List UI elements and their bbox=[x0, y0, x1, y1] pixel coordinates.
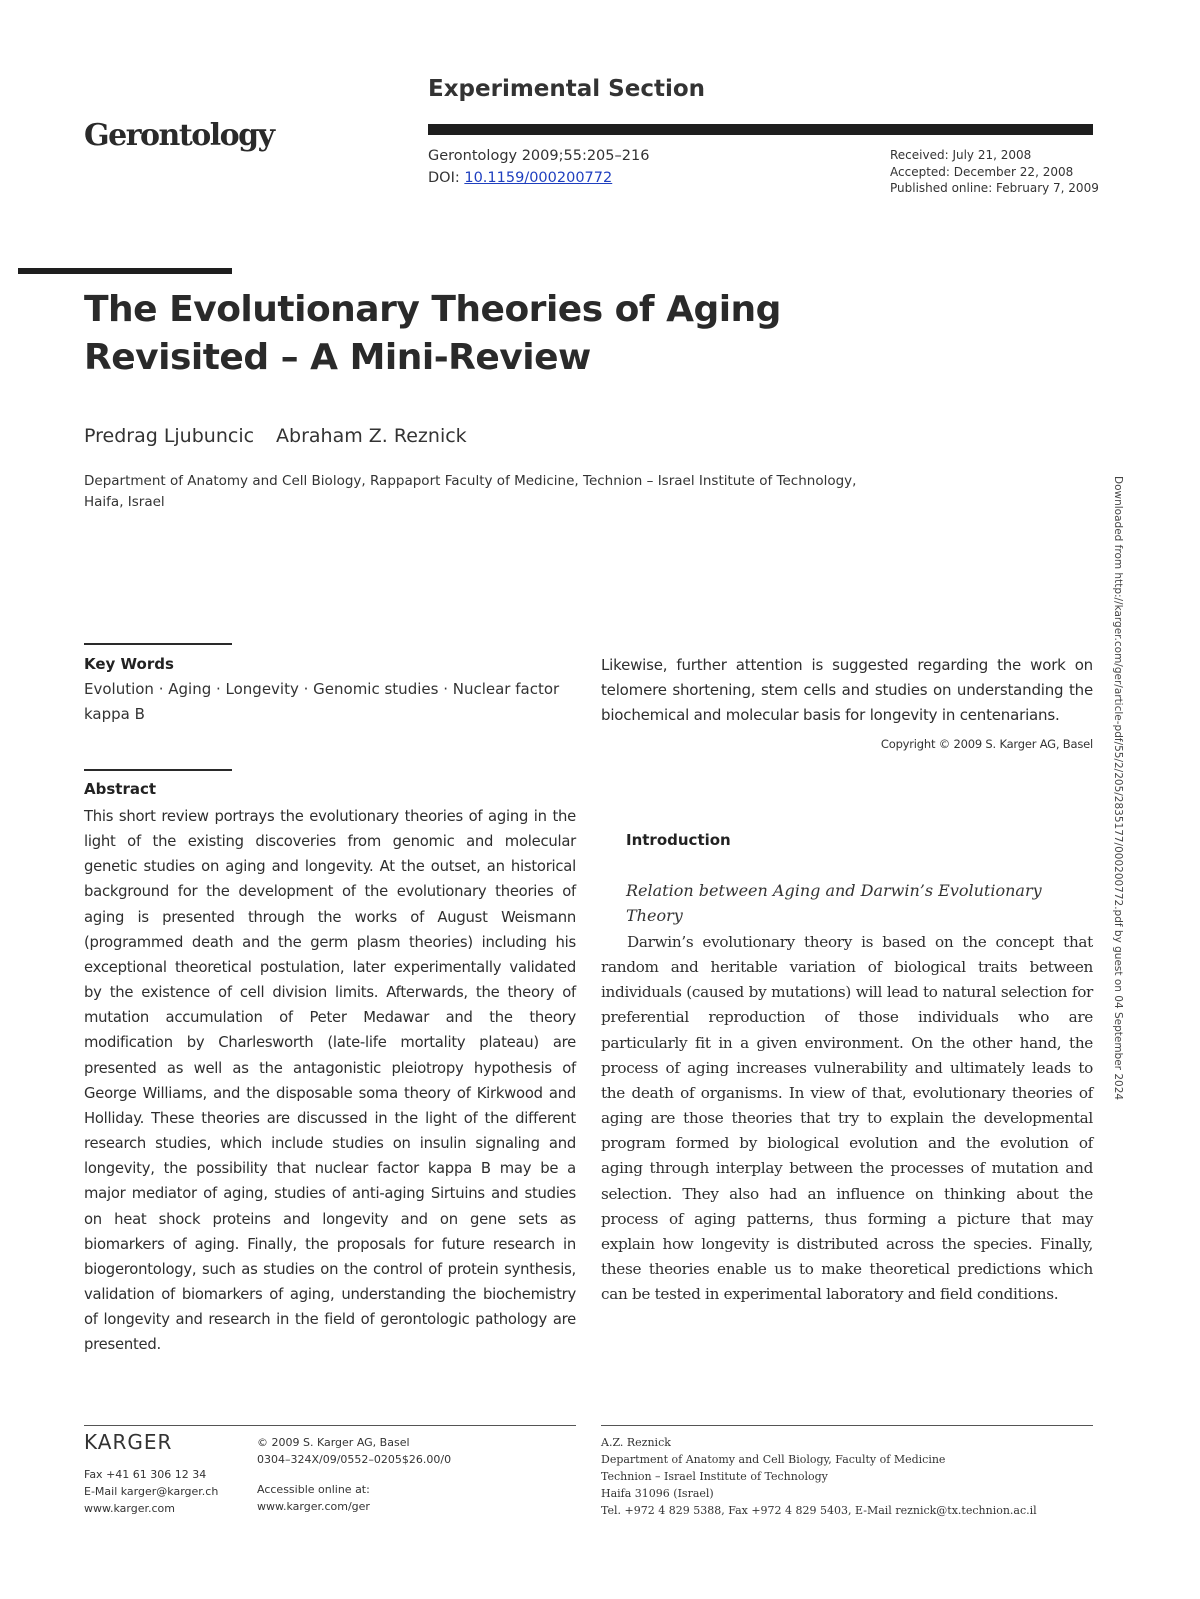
section-label: Experimental Section bbox=[428, 76, 706, 102]
issn-line: 0304–324X/09/0552–0205$26.00/0 bbox=[257, 1453, 452, 1466]
doi-line bbox=[428, 167, 649, 189]
title-line-2: Revisited – A Mini-Review bbox=[84, 337, 591, 378]
author-name: Abraham Z. Reznick bbox=[276, 425, 467, 447]
introduction-body bbox=[601, 930, 1093, 1307]
introduction-text: Darwin’s evolutionary theory is based on the concept that random and heritable variation of biological traits between individuals (caused by mutations) will lead to natural selection for preferential reproduction of those individuals who are particularly fit in a given environment. On the other hand, the process of aging increases vulnerability and ultimately leads to the death of organisms. In view of that, evolutionary theories of aging are those theories that try to explain the developmental program formed by biological evolution and the evolution of aging through interplay between the processes of mutation and selection. They also had an influence on thinking about the process of aging patterns, thus forming a picture that may explain how longevity is distributed across the species. Finally, these theories enable us to make theoretical predictions which can be tested in experimental laboratory and field conditions. bbox=[601, 933, 1093, 1304]
journal-logo: Gerontology bbox=[84, 118, 274, 153]
title-rule bbox=[18, 268, 232, 274]
keywords-heading: Key Words bbox=[84, 655, 174, 673]
citation-block bbox=[428, 145, 649, 189]
copyright-line: © 2009 S. Karger AG, Basel bbox=[257, 1436, 410, 1449]
title-line-1: The Evolutionary Theories of Aging bbox=[84, 289, 781, 330]
affiliation-line-2: Haifa, Israel bbox=[84, 494, 165, 510]
correspondence-block bbox=[601, 1434, 1037, 1519]
published-date: Published online: February 7, 2009 bbox=[890, 181, 1099, 195]
accepted-date: Accepted: December 22, 2008 bbox=[890, 164, 1074, 179]
keywords-rule bbox=[84, 643, 232, 645]
publisher-contact bbox=[84, 1466, 218, 1517]
article-title bbox=[84, 286, 944, 382]
keywords-list: Evolution · Aging · Longevity · Genomic studies · Nuclear factor kappa B bbox=[84, 680, 560, 723]
abstract-rule bbox=[84, 769, 232, 771]
abstract-body: This short review portrays the evolutionary theories of aging in the light of the existing discoveries from genomic and molecular genetic studies on aging and longevity. At the outset, an historical background for the development of the evolutionary theories of aging is presented through the works of August Weismann (programmed death and the germ plasm theories) including his exceptional theoretical postulation, later experimentally validated by the existence of cell division limits. Afterwards, the theory of mutation accumulation of Peter Medawar and the theory modification by Charlesworth (late-life mortality plateau) are presented as well as the antagonistic pleiotropy hypothesis of George Williams, and the disposable soma theory of Kirkwood and Holliday. These theories are discussed in the light of the different research studies, which include studies on insulin signaling and longevity, the possibility that nuclear factor kappa B may be a major mediator of aging, studies of anti-aging Sirtuins and studies on heat shock proteins and longevity and on gene sets as biomarkers of aging. Finally, the proposals for future research in biogerontology, such as studies on the control of protein synthesis, validation of biomarkers of aging, understanding the biochemistry of longevity and research in the field of gerontologic pathology are presented. bbox=[84, 808, 576, 1354]
publisher-email: E-Mail karger@karger.ch bbox=[84, 1485, 219, 1498]
received-date: Received: July 21, 2008 bbox=[890, 148, 1032, 162]
corr-institution: Technion – Israel Institute of Technology bbox=[601, 1470, 828, 1483]
introduction-heading: Introduction bbox=[626, 831, 731, 849]
header-rule bbox=[428, 124, 1093, 135]
corr-department: Department of Anatomy and Cell Biology, Faculty of Medicine bbox=[601, 1453, 946, 1466]
watermark-text: Downloaded from http://karger.com/ger/article-pdf/55/2/205/2835177/000200772.pdf by guest on 04 September 2024 bbox=[1112, 476, 1124, 1101]
affiliation bbox=[84, 471, 944, 513]
abstract-continuation bbox=[601, 653, 1093, 757]
affiliation-line-1: Department of Anatomy and Cell Biology, Rappaport Faculty of Medicine, Technion – Israel Institute of Technology, bbox=[84, 473, 857, 489]
author-list bbox=[84, 425, 467, 447]
download-watermark bbox=[1112, 476, 1128, 1100]
accessible-label: Accessible online at: bbox=[257, 1483, 370, 1496]
copyright-block bbox=[257, 1434, 451, 1515]
corr-name: A.Z. Reznick bbox=[601, 1436, 671, 1449]
publisher-logo: KARGER bbox=[84, 1430, 173, 1454]
publisher-website: www.karger.com bbox=[84, 1502, 175, 1515]
article-dates bbox=[890, 147, 1099, 197]
corr-contact: Tel. +972 4 829 5388, Fax +972 4 829 5403, E-Mail reznick@tx.technion.ac.il bbox=[601, 1504, 1037, 1517]
corr-city: Haifa 31096 (Israel) bbox=[601, 1487, 714, 1500]
doi-link[interactable]: 10.1159/000200772 bbox=[464, 170, 613, 186]
introduction-subheading: Relation between Aging and Darwin’s Evolutionary Theory bbox=[626, 881, 1042, 925]
accessible-url[interactable]: www.karger.com/ger bbox=[257, 1500, 370, 1513]
abstract-continuation-text: Likewise, further attention is suggested regarding the work on telomere shortening, stem cells and studies on understanding the biochemical and molecular basis for longevity in centenarians. bbox=[601, 656, 1093, 725]
abstract-copyright: Copyright © 2009 S. Karger AG, Basel bbox=[880, 736, 1093, 751]
publisher-fax: Fax +41 61 306 12 34 bbox=[84, 1468, 207, 1481]
spacer bbox=[257, 1468, 451, 1481]
journal-citation: Gerontology 2009;55:205–216 bbox=[428, 148, 650, 164]
author-name: Predrag Ljubuncic bbox=[84, 425, 255, 447]
doi-label: DOI: bbox=[428, 170, 465, 186]
abstract-heading: Abstract bbox=[84, 780, 157, 798]
footer-rule-left bbox=[84, 1425, 576, 1426]
footer-rule-right bbox=[601, 1425, 1093, 1426]
